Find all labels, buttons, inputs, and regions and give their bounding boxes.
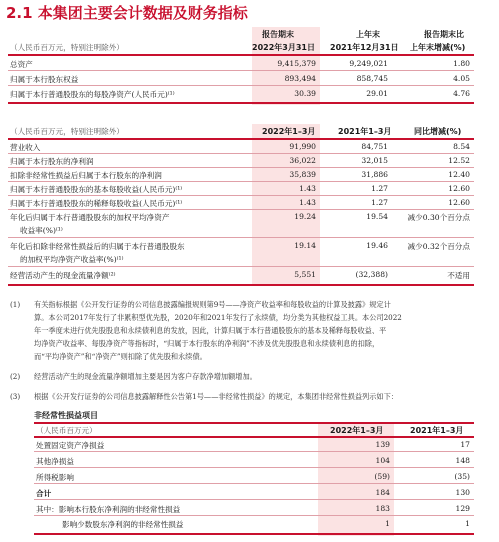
table1-row-rule: [8, 70, 474, 71]
table1-col3-header-b: 上年末增减(%): [410, 43, 466, 52]
table1-row-label: 总资产: [10, 60, 33, 69]
table3-bottom-rule: [34, 533, 474, 535]
table3-row-v1: 1: [385, 519, 390, 528]
table2-row-v1: 1.43: [299, 184, 316, 193]
table3-row-label: 所得税影响: [36, 473, 74, 482]
table2-col3-header: 同比增减(%): [414, 127, 462, 136]
table3-row-label: 其中：影响本行股东净利润的非经常性损益: [36, 505, 181, 514]
table2-row-v1: 5,551: [294, 270, 316, 279]
table2-row-rule: [8, 266, 474, 267]
table1-row-label: 归属于本行普通股股东的每股净资产(人民币元)⁽¹⁾: [10, 90, 175, 99]
table2-row-rule: [8, 195, 474, 196]
table1-bottom-rule: [8, 102, 474, 104]
table3-row-rule: [34, 467, 474, 468]
table1-header-rule: [8, 54, 474, 56]
table3-row-v2: 148: [455, 456, 470, 465]
table1-row-v2: 29.01: [366, 89, 388, 98]
table3-row-rule: [34, 499, 474, 500]
table1-col1-header-b: 2022年3月31日: [252, 43, 315, 52]
table2-row-v2: 19.46: [366, 241, 388, 250]
note1-line: 而“平均净资产”和“净资产”则扣除了优先股和永续债。: [34, 352, 207, 361]
table2-row-rule: [8, 167, 474, 168]
table1-row-rule: [8, 85, 474, 86]
table3-row-rule: [34, 515, 474, 516]
table2-row-v3: 减少0.32个百分点: [407, 242, 470, 251]
table2-row-label: 扣除非经常性损益后归属于本行股东的净利润: [10, 171, 162, 180]
table2-row-rule: [8, 209, 474, 210]
table3-col2-header: 2021年1–3月: [410, 426, 464, 435]
table3-row-v1: (59): [374, 472, 390, 481]
table3-section-title: 非经常性损益项目: [34, 411, 98, 420]
table3-row-v2: 130: [455, 488, 470, 497]
table2-row-v3: 12.52: [448, 156, 470, 165]
table3-row-rule: [34, 483, 474, 484]
table2-row-label-line2: 收益率(%)⁽¹⁾: [20, 226, 63, 235]
table1-row-v2: 858,745: [356, 74, 388, 83]
table1-unit-note: （人民币百万元，特别注明除外）: [10, 43, 124, 52]
table2-row-v2: 19.54: [366, 212, 388, 221]
table1-row-label: 归属于本行股东权益: [10, 75, 79, 84]
table3-row-label: 其他净损益: [36, 457, 74, 466]
table2-row-rule: [8, 181, 474, 182]
table2-col1-header: 2022年1–3月: [262, 127, 316, 136]
table2-row-v1: 35,839: [289, 170, 316, 179]
table2-row-label-line1: 年化后归属于本行普通股股东的加权平均净资产: [10, 213, 170, 222]
table2-row-v3: 减少0.30个百分点: [407, 213, 470, 222]
table1-row-v1: 30.39: [294, 89, 316, 98]
table1-row-v1: 893,494: [284, 74, 316, 83]
note3-text: 根据《公开发行证券的公司信息披露解释性公告第1号——非经常性损益》的规定，本集团非经常性损益列示如下：: [34, 392, 398, 401]
table3-row-v2: 1: [465, 519, 470, 528]
table2-row-label: 归属于本行普通股股东的稀释每股收益(人民币元)⁽¹⁾: [10, 199, 183, 208]
table2-row-v1: 91,990: [289, 142, 316, 151]
table2-row-label-line1: 年化后扣除非经常性损益后的归属于本行普通股股东: [10, 242, 185, 251]
table2-row-v1: 1.43: [299, 198, 316, 207]
table2-row-v2: 1.27: [371, 184, 388, 193]
table2-row-v1: 19.14: [294, 241, 316, 250]
table2-row-label: 归属于本行股东的净利润: [10, 157, 94, 166]
table3-row-v1: 104: [375, 456, 390, 465]
note1-line: 有关指标根据《公开发行证券的公司信息披露编报规则第9号——净资产收益率和每股收益的计算及披露》规定计: [34, 300, 391, 309]
table2-row-v3: 12.60: [448, 184, 470, 193]
table2-row-v3: 8.54: [453, 142, 470, 151]
table1-col2-header-a: 上年末: [356, 30, 380, 39]
table2-unit-note: （人民币百万元，特别注明除外）: [10, 127, 124, 136]
table3-col1-header: 2022年1–3月: [330, 426, 384, 435]
table2-row-v3: 不适用: [447, 271, 470, 280]
table3-row-label: 合计: [36, 489, 52, 498]
table3-row-v2: 129: [455, 504, 470, 513]
table3-header-rule: [34, 436, 474, 438]
table1-row-v1: 9,415,379: [277, 59, 316, 68]
note3-marker: (3): [10, 392, 21, 401]
table3-row-v1: 139: [375, 440, 390, 449]
table2-row-v2: 32,015: [361, 156, 388, 165]
table2-row-v2: (32,388): [355, 270, 388, 279]
table1-col3-header-a: 报告期末比: [424, 30, 464, 39]
table1-row-v3: 1.80: [453, 59, 470, 68]
table2-header-rule: [8, 138, 474, 140]
table1-row-v3: 4.76: [453, 89, 470, 98]
table2-bottom-rule: [8, 284, 474, 286]
note2-text: 经营活动产生的现金流量净额增加主要是因为客户存款净增加额增加。: [34, 372, 257, 381]
table2-row-v2: 1.27: [371, 198, 388, 207]
table3-top-rule: [34, 422, 474, 424]
table2-col2-header: 2021年1–3月: [338, 127, 392, 136]
table2-row-v3: 12.40: [448, 170, 470, 179]
section-title: 2.1 本集团主要会计数据及财务指标: [6, 4, 248, 22]
note1-line: 年一季度未进行优先股股息和永续债利息的发放，因此，计算归属于本行普通股股东的基本及稀释每股收益、平: [34, 326, 387, 335]
table2-row-label: 经营活动产生的现金流量净额⁽²⁾: [10, 271, 116, 280]
table3-row-rule: [34, 451, 474, 452]
table2-row-rule: [8, 237, 474, 238]
table1-col2-header-b: 2021年12月31日: [330, 43, 399, 52]
table3-unit-note: （人民币百万元）: [36, 426, 97, 435]
note1-line: 均净资产收益率、每股净资产等指标时，“归属于本行股东的净利润”不涉及优先股股息和永续债利息的扣除，: [34, 339, 380, 348]
table2-row-v1: 36,022: [289, 156, 316, 165]
table2-row-label: 归属于本行普通股股东的基本每股收益(人民币元)⁽¹⁾: [10, 185, 183, 194]
note1-marker: (1): [10, 300, 21, 309]
table2-row-label-line2: 的加权平均净资产收益率(%)⁽¹⁾: [20, 255, 124, 264]
table2-row-rule: [8, 153, 474, 154]
table1-col1-header-a: 报告期末: [262, 30, 294, 39]
table2-row-v1: 19.24: [294, 212, 316, 221]
table3-row-v1: 184: [375, 488, 390, 497]
table2-row-v2: 84,751: [361, 142, 388, 151]
table2-row-v3: 12.60: [448, 198, 470, 207]
table2-row-v2: 31,886: [361, 170, 388, 179]
table3-row-v2: (35): [454, 472, 470, 481]
note1-line: 算。本公司2017年发行了非累积型优先股，2020年和2021年发行了永续债，均分类为其他权益工具。本公司2022: [34, 313, 402, 322]
table1-row-v3: 4.05: [453, 74, 470, 83]
table3-row-label: 影响少数股东净利润的非经常性损益: [62, 520, 184, 529]
note2-marker: (2): [10, 372, 21, 381]
table3-row-label: 处置固定资产净损益: [36, 441, 105, 450]
table3-row-v1: 183: [375, 504, 390, 513]
table3-row-v2: 17: [460, 440, 470, 449]
table2-row-label: 营业收入: [10, 143, 41, 152]
table1-row-v2: 9,249,021: [349, 59, 388, 68]
